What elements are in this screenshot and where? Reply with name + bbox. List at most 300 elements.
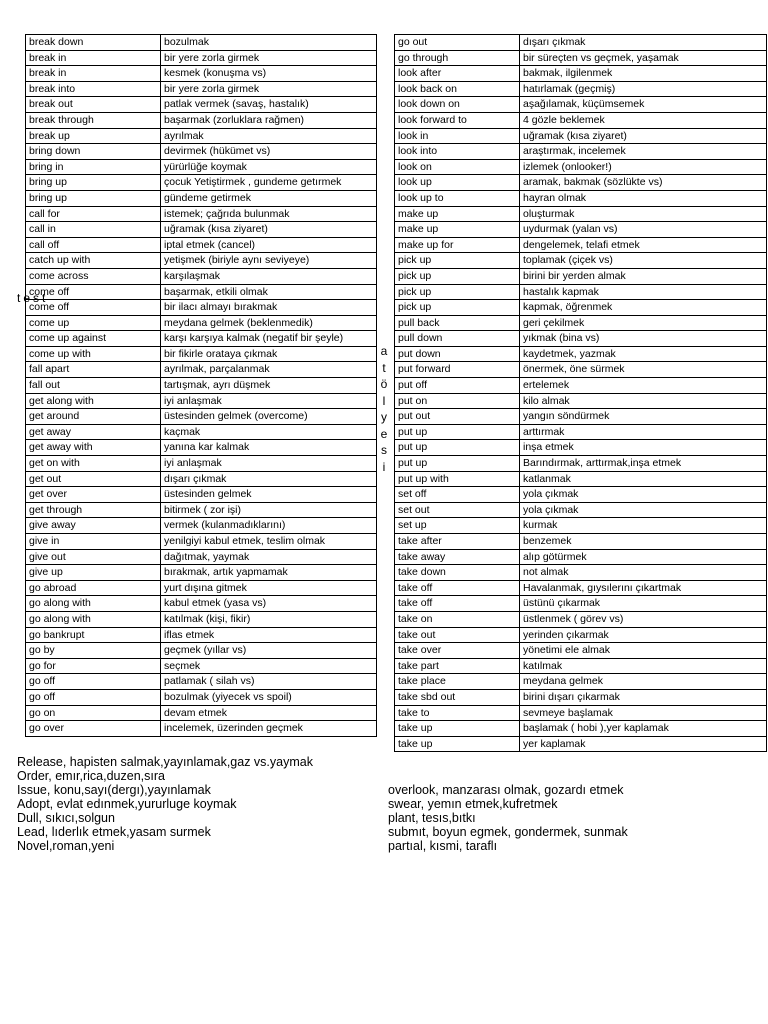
table-row (395, 518, 767, 534)
table-row (26, 643, 377, 659)
vertical-letter: a (380, 344, 388, 358)
meaning-cell: başlamak ( hobi ),yer kaplamak (520, 721, 767, 737)
meaning-cell: çocuk Yetiştirmek , gundeme getırmek (161, 175, 377, 191)
table-row (26, 596, 377, 612)
table-row (395, 35, 767, 51)
meaning-cell: Barındırmak, arttırmak,inşa etmek (520, 456, 767, 472)
note-line: overlook, manzarası olmak, gozardı etmek (388, 783, 624, 797)
meaning-cell: yurt dışına gitmek (161, 580, 377, 596)
meaning-cell: yenilgiyi kabul etmek, teslim olmak (161, 534, 377, 550)
note-line: plant, tesıs,bıtkı (388, 811, 476, 825)
meaning-cell: kurmak (520, 518, 767, 534)
table-row (395, 362, 767, 378)
vertical-letter: l (382, 393, 386, 408)
table-row (26, 409, 377, 425)
table-row (26, 518, 377, 534)
phrasal-verb-cell: get on with (26, 456, 161, 472)
phrasal-verb-cell: go along with (26, 596, 161, 612)
table-row (395, 627, 767, 643)
phrasal-verb-cell: take out (395, 627, 520, 643)
table-row (395, 549, 767, 565)
meaning-cell: Havalanmak, gıysılerını çıkartmak (520, 580, 767, 596)
phrasal-verb-cell: come across (26, 268, 161, 284)
phrasal-verb-cell: set off (395, 487, 520, 503)
meaning-cell: üstesinden gelmek (161, 487, 377, 503)
phrasal-verb-cell: take up (395, 721, 520, 737)
table-row (395, 81, 767, 97)
meaning-cell: bir süreçten vs geçmek, yaşamak (520, 50, 767, 66)
meaning-cell: oluşturmak (520, 206, 767, 222)
meaning-cell: kaydetmek, yazmak (520, 346, 767, 362)
meaning-cell: patlamak ( silah vs) (161, 674, 377, 690)
phrasal-verb-cell: look into (395, 144, 520, 160)
vertical-atolyesi-label (378, 343, 390, 475)
phrasal-verb-cell: put up (395, 456, 520, 472)
phrasal-verb-cell: take to (395, 705, 520, 721)
table-row (395, 300, 767, 316)
note-line: partıal, kısmi, taraflı (388, 839, 498, 853)
phrasal-verb-cell: get away (26, 424, 161, 440)
phrasal-verb-cell: pick up (395, 284, 520, 300)
phrasal-verb-cell: take after (395, 534, 520, 550)
table-row (395, 705, 767, 721)
table-row (26, 471, 377, 487)
phrasal-verb-cell: break in (26, 50, 161, 66)
phrasal-verb-cell: set up (395, 518, 520, 534)
meaning-cell: hastalık kapmak (520, 284, 767, 300)
phrasal-verb-cell: break down (26, 35, 161, 51)
meaning-cell: önermek, öne sürmek (520, 362, 767, 378)
meaning-cell: bir yere zorla girmek (161, 50, 377, 66)
meaning-cell: yönetimi ele almak (520, 643, 767, 659)
vertical-letter: t (382, 360, 386, 375)
side-test-label: test (17, 291, 49, 305)
meaning-cell: aşağılamak, küçümsemek (520, 97, 767, 113)
table-row (395, 144, 767, 160)
table-row (26, 128, 377, 144)
meaning-cell: benzemek (520, 534, 767, 550)
table-row (26, 81, 377, 97)
meaning-cell: devam etmek (161, 705, 377, 721)
meaning-cell: toplamak (çiçek vs) (520, 253, 767, 269)
vertical-letter: e (380, 426, 388, 441)
phrasal-verb-cell: pull down (395, 331, 520, 347)
table-row (395, 424, 767, 440)
phrasal-verb-cell: fall apart (26, 362, 161, 378)
phrasal-verb-cell: put up (395, 424, 520, 440)
phrasal-verb-cell: look forward to (395, 112, 520, 128)
table-row (395, 643, 767, 659)
meaning-cell: tartışmak, ayrı düşmek (161, 378, 377, 394)
table-row (26, 175, 377, 191)
phrasal-verb-cell: take off (395, 580, 520, 596)
meaning-cell: katlanmak (520, 471, 767, 487)
meaning-cell: sevmeye başlamak (520, 705, 767, 721)
phrasal-verb-cell: go along with (26, 611, 161, 627)
phrasal-verb-cell: take place (395, 674, 520, 690)
phrasal-verb-cell: go for (26, 658, 161, 674)
table-row (26, 502, 377, 518)
phrasal-verb-cell: make up for (395, 237, 520, 253)
phrasal-verb-cell: get through (26, 502, 161, 518)
meaning-cell: kilo almak (520, 393, 767, 409)
meaning-cell: kesmek (konuşma vs) (161, 66, 377, 82)
meaning-cell: hayran olmak (520, 190, 767, 206)
table-row (26, 705, 377, 721)
meaning-cell: bakmak, ilgilenmek (520, 66, 767, 82)
phrasal-verb-cell: go on (26, 705, 161, 721)
table-row (395, 346, 767, 362)
meaning-cell: arttırmak (520, 424, 767, 440)
meaning-cell: katılmak (kişi, fikir) (161, 611, 377, 627)
meaning-cell: bitirmek ( zor işi) (161, 502, 377, 518)
phrasal-verb-cell: set out (395, 502, 520, 518)
table-row (26, 331, 377, 347)
meaning-cell: patlak vermek (savaş, hastalık) (161, 97, 377, 113)
table-row (26, 190, 377, 206)
table-row (26, 362, 377, 378)
meaning-cell: kapmak, öğrenmek (520, 300, 767, 316)
meaning-cell: katılmak (520, 658, 767, 674)
table-row (26, 611, 377, 627)
table-row (395, 736, 767, 752)
table-row (26, 66, 377, 82)
meaning-cell: araştırmak, incelemek (520, 144, 767, 160)
table-row (26, 253, 377, 269)
table-row (26, 206, 377, 222)
phrasal-verb-cell: pick up (395, 300, 520, 316)
vertical-letter: i (382, 459, 386, 474)
table-row (395, 596, 767, 612)
meaning-cell: meydana gelmek (520, 674, 767, 690)
meaning-cell: ayrılmak, parçalanmak (161, 362, 377, 378)
note-line: Issue, konu,sayı(dergı),yayınlamak (17, 783, 211, 797)
table-row (395, 440, 767, 456)
meaning-cell: yanına kar kalmak (161, 440, 377, 456)
phrasal-verb-cell: take off (395, 596, 520, 612)
phrasal-verb-cell: go off (26, 689, 161, 705)
meaning-cell: vermek (kulanmadıklarını) (161, 518, 377, 534)
meaning-cell: inşa etmek (520, 440, 767, 456)
table-row (395, 331, 767, 347)
meaning-cell: uydurmak (yalan vs) (520, 222, 767, 238)
meaning-cell: karşılaşmak (161, 268, 377, 284)
phrasal-verb-cell: call for (26, 206, 161, 222)
table-row (395, 268, 767, 284)
phrasal-verb-cell: put up (395, 440, 520, 456)
phrasal-verb-cell: bring up (26, 175, 161, 191)
table-row (26, 456, 377, 472)
phrasal-verb-cell: take away (395, 549, 520, 565)
meaning-cell: birini bir yerden almak (520, 268, 767, 284)
vertical-letter: s (381, 443, 387, 457)
table-row (395, 284, 767, 300)
meaning-cell: dışarı çıkmak (520, 35, 767, 51)
meaning-cell: not almak (520, 565, 767, 581)
phrasal-verb-cell: call in (26, 222, 161, 238)
phrasal-verb-cell: come up with (26, 346, 161, 362)
table-row (395, 50, 767, 66)
table-row (395, 175, 767, 191)
table-row (26, 487, 377, 503)
phrasal-verb-cell: get over (26, 487, 161, 503)
meaning-cell: yetişmek (biriyle aynı seviyeye) (161, 253, 377, 269)
table-row (395, 97, 767, 113)
meaning-cell: istemek; çağrıda bulunmak (161, 206, 377, 222)
meaning-cell: kaçmak (161, 424, 377, 440)
meaning-cell: alıp götürmek (520, 549, 767, 565)
table-row (26, 580, 377, 596)
phrasal-verb-cell: put forward (395, 362, 520, 378)
table-row (395, 658, 767, 674)
table-row (26, 159, 377, 175)
table-row (26, 627, 377, 643)
phrasal-verb-cell: pick up (395, 268, 520, 284)
meaning-cell: bir yere zorla girmek (161, 81, 377, 97)
table-row (26, 284, 377, 300)
phrasal-verbs-table-right (394, 34, 767, 752)
meaning-cell: yıkmak (bina vs) (520, 331, 767, 347)
phrasal-verb-cell: look back on (395, 81, 520, 97)
table-row (26, 222, 377, 238)
phrasal-verb-cell: put up with (395, 471, 520, 487)
meaning-cell: üstünü çıkarmak (520, 596, 767, 612)
phrasal-verb-cell: break out (26, 97, 161, 113)
note-line: swear, yemın etmek,kufretmek (388, 797, 558, 811)
table-row (395, 502, 767, 518)
phrasal-verb-cell: go over (26, 721, 161, 737)
table-row (26, 721, 377, 737)
table-row (395, 471, 767, 487)
meaning-cell: izlemek (onlooker!) (520, 159, 767, 175)
meaning-cell: geri çekilmek (520, 315, 767, 331)
meaning-cell: yürürlüğe koymak (161, 159, 377, 175)
phrasal-verb-cell: go by (26, 643, 161, 659)
phrasal-verb-cell: break through (26, 112, 161, 128)
meaning-cell: ertelemek (520, 378, 767, 394)
vocabulary-notes-left (17, 755, 313, 853)
phrasal-verb-cell: fall out (26, 378, 161, 394)
table-row (26, 549, 377, 565)
meaning-cell: dengelemek, telafi etmek (520, 237, 767, 253)
phrasal-verb-cell: pick up (395, 253, 520, 269)
phrasal-verb-cell: take down (395, 565, 520, 581)
meaning-cell: hatırlamak (geçmiş) (520, 81, 767, 97)
phrasal-verb-cell: take on (395, 611, 520, 627)
meaning-cell: bozulmak (yiyecek vs spoil) (161, 689, 377, 705)
table-row (395, 721, 767, 737)
phrasal-verb-cell: look down on (395, 97, 520, 113)
table-row (26, 300, 377, 316)
table-row (26, 97, 377, 113)
phrasal-verb-cell: put off (395, 378, 520, 394)
table-row (395, 222, 767, 238)
meaning-cell: dağıtmak, yaymak (161, 549, 377, 565)
phrasal-verb-cell: call off (26, 237, 161, 253)
table-row (395, 206, 767, 222)
note-line: Release, hapisten salmak,yayınlamak,gaz vs.yaymak (17, 755, 313, 769)
vertical-letter: y (381, 410, 387, 424)
phrasal-verb-cell: pull back (395, 315, 520, 331)
table-row (395, 611, 767, 627)
phrasal-verb-cell: look up (395, 175, 520, 191)
meaning-cell: bir fikirle orataya çıkmak (161, 346, 377, 362)
meaning-cell: yer kaplamak (520, 736, 767, 752)
meaning-cell: kabul etmek (yasa vs) (161, 596, 377, 612)
meaning-cell: meydana gelmek (beklenmedik) (161, 315, 377, 331)
phrasal-verb-cell: bring up (26, 190, 161, 206)
phrasal-verb-cell: get along with (26, 393, 161, 409)
meaning-cell: uğramak (kısa ziyaret) (520, 128, 767, 144)
meaning-cell: karşı karşıya kalmak (negatif bir şeyle) (161, 331, 377, 347)
table-row (26, 534, 377, 550)
table-row (395, 580, 767, 596)
phrasal-verb-cell: put on (395, 393, 520, 409)
table-row (26, 424, 377, 440)
table-row (26, 378, 377, 394)
phrasal-verb-cell: take part (395, 658, 520, 674)
meaning-cell: geçmek (yıllar vs) (161, 643, 377, 659)
table-row (26, 50, 377, 66)
meaning-cell: yola çıkmak (520, 487, 767, 503)
phrasal-verb-cell: look on (395, 159, 520, 175)
phrasal-verb-cell: come off (26, 284, 161, 300)
phrasal-verb-cell: go bankrupt (26, 627, 161, 643)
phrasal-verb-cell: get away with (26, 440, 161, 456)
table-row (26, 565, 377, 581)
table-row (26, 237, 377, 253)
phrasal-verb-cell: catch up with (26, 253, 161, 269)
meaning-cell: iflas etmek (161, 627, 377, 643)
phrasal-verbs-table-left (25, 34, 377, 737)
table-row (26, 35, 377, 51)
phrasal-verb-cell: break into (26, 81, 161, 97)
meaning-cell: 4 gözle beklemek (520, 112, 767, 128)
phrasal-verb-cell: bring down (26, 144, 161, 160)
table-row (395, 159, 767, 175)
table-row (26, 658, 377, 674)
meaning-cell: seçmek (161, 658, 377, 674)
table-row (395, 689, 767, 705)
phrasal-verb-cell: go off (26, 674, 161, 690)
table-row (395, 565, 767, 581)
meaning-cell: iyi anlaşmak (161, 456, 377, 472)
table-row (395, 393, 767, 409)
meaning-cell: başarmak (zorluklara rağmen) (161, 112, 377, 128)
table-row (395, 253, 767, 269)
phrasal-verb-cell: get out (26, 471, 161, 487)
table-row (26, 674, 377, 690)
table-row (26, 144, 377, 160)
meaning-cell: bırakmak, artık yapmamak (161, 565, 377, 581)
meaning-cell: devirmek (hükümet vs) (161, 144, 377, 160)
meaning-cell: başarmak, etkili olmak (161, 284, 377, 300)
meaning-cell: yola çıkmak (520, 502, 767, 518)
phrasal-verb-cell: give away (26, 518, 161, 534)
table-row (395, 456, 767, 472)
table-row (395, 112, 767, 128)
meaning-cell: gündeme getirmek (161, 190, 377, 206)
note-line: Adopt, evlat edınmek,yururluge koymak (17, 797, 237, 811)
phrasal-verb-cell: get around (26, 409, 161, 425)
phrasal-verb-cell: go out (395, 35, 520, 51)
phrasal-verb-cell: break up (26, 128, 161, 144)
phrasal-verb-cell: take over (395, 643, 520, 659)
phrasal-verb-cell: look up to (395, 190, 520, 206)
note-line: Lead, lıderlık etmek,yasam surmek (17, 825, 211, 839)
meaning-cell: yangın söndürmek (520, 409, 767, 425)
meaning-cell: uğramak (kısa ziyaret) (161, 222, 377, 238)
meaning-cell: aramak, bakmak (sözlükte vs) (520, 175, 767, 191)
phrasal-verb-cell: make up (395, 222, 520, 238)
table-row (395, 534, 767, 550)
table-row (395, 487, 767, 503)
table-row (395, 237, 767, 253)
meaning-cell: ayrılmak (161, 128, 377, 144)
table-row (26, 440, 377, 456)
table-row (26, 112, 377, 128)
table-row (395, 674, 767, 690)
table-left-body (26, 35, 377, 737)
table-row (395, 409, 767, 425)
phrasal-verb-cell: give out (26, 549, 161, 565)
meaning-cell: birini dışarı çıkarmak (520, 689, 767, 705)
vocabulary-notes-right (388, 783, 628, 853)
phrasal-verb-cell: give up (26, 565, 161, 581)
note-line: Order, emır,rica,duzen,sıra (17, 769, 165, 783)
table-row (26, 393, 377, 409)
phrasal-verb-cell: take sbd out (395, 689, 520, 705)
phrasal-verb-cell: put down (395, 346, 520, 362)
phrasal-verb-cell: put out (395, 409, 520, 425)
phrasal-verb-cell: look in (395, 128, 520, 144)
meaning-cell: üstlenmek ( görev vs) (520, 611, 767, 627)
table-row (395, 315, 767, 331)
meaning-cell: iyi anlaşmak (161, 393, 377, 409)
meaning-cell: iptal etmek (cancel) (161, 237, 377, 253)
table-row (26, 315, 377, 331)
note-line: Dull, sıkıcı,solgun (17, 811, 115, 825)
table-row (395, 378, 767, 394)
note-line: submıt, boyun egmek, gondermek, sunmak (388, 825, 628, 839)
meaning-cell: bozulmak (161, 35, 377, 51)
phrasal-verb-cell: come up against (26, 331, 161, 347)
phrasal-verb-cell: break in (26, 66, 161, 82)
meaning-cell: incelemek, üzerinden geçmek (161, 721, 377, 737)
phrasal-verb-cell: give in (26, 534, 161, 550)
phrasal-verb-cell: take up (395, 736, 520, 752)
phrasal-verb-cell: look after (395, 66, 520, 82)
table-row (395, 190, 767, 206)
phrasal-verb-cell: bring in (26, 159, 161, 175)
phrasal-verb-cell: come off (26, 300, 161, 316)
phrasal-verb-cell: make up (395, 206, 520, 222)
phrasal-verb-cell: come up (26, 315, 161, 331)
table-row (26, 346, 377, 362)
phrasal-verb-cell: go abroad (26, 580, 161, 596)
meaning-cell: yerinden çıkarmak (520, 627, 767, 643)
vertical-letter: ö (380, 377, 388, 391)
table-right-body (395, 35, 767, 752)
phrasal-verb-cell: go through (395, 50, 520, 66)
meaning-cell: bir ilacı almayı bırakmak (161, 300, 377, 316)
meaning-cell: üstesinden gelmek (overcome) (161, 409, 377, 425)
table-row (395, 128, 767, 144)
note-line: Novel,roman,yeni (17, 839, 115, 853)
meaning-cell: dışarı çıkmak (161, 471, 377, 487)
table-row (26, 689, 377, 705)
table-row (26, 268, 377, 284)
